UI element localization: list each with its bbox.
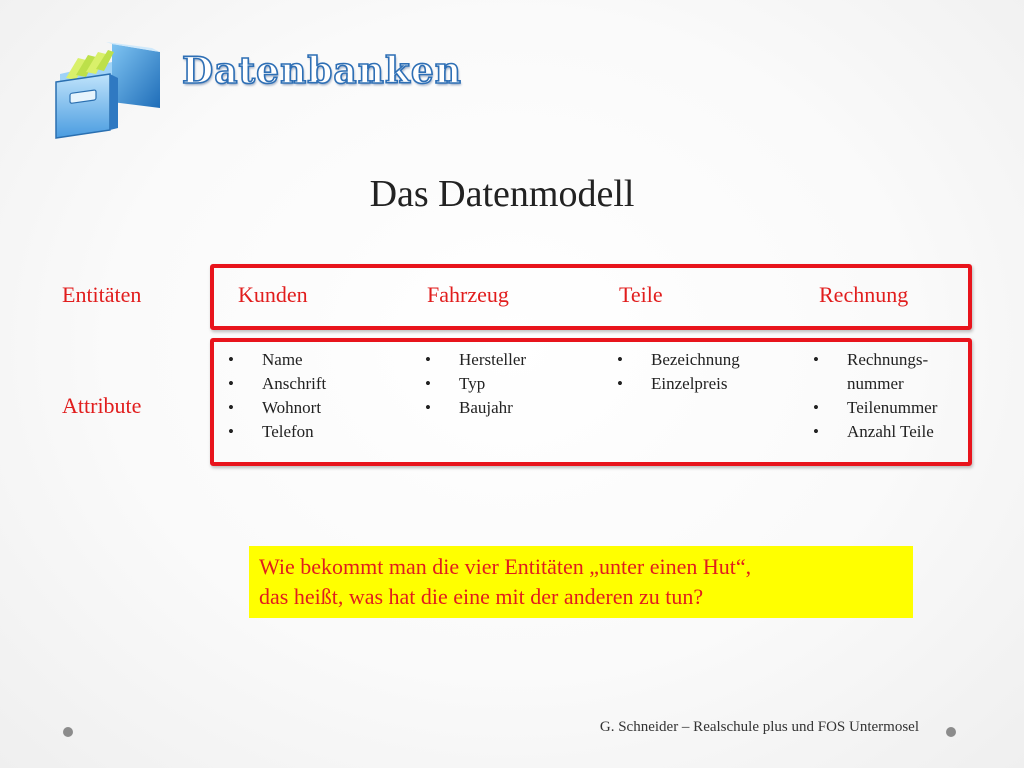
footer-dot-left [63, 727, 73, 737]
entity-rechnung: Rechnung [819, 282, 909, 307]
attribute-list-rechnung [813, 348, 937, 444]
list-item: • Baujahr [425, 396, 526, 420]
attribute-list-kunden [228, 348, 326, 444]
list-item: • Name [228, 348, 326, 372]
entity-fahrzeug: Fahrzeug [427, 282, 509, 307]
bullet: • [617, 350, 623, 369]
list-item: • Rechnungs- [813, 348, 937, 372]
bullet: • [425, 398, 431, 417]
slide-title: Das Datenmodell [369, 173, 635, 215]
bullet: • [813, 350, 819, 369]
bullet: • [425, 350, 431, 369]
bullet: • [813, 398, 819, 417]
bullet: • [425, 374, 431, 393]
attribute-list-teile [617, 348, 740, 396]
bullet: • [228, 374, 234, 393]
bullet: • [813, 422, 819, 441]
list-item: • Telefon [228, 420, 326, 444]
list-item: • Hersteller [425, 348, 526, 372]
attributes-label: Attribute [62, 393, 142, 418]
entity-teile: Teile [619, 282, 663, 307]
bullet: • [228, 422, 234, 441]
brand-title: Datenbanken [182, 50, 462, 92]
list-item: • Bezeichnung [617, 348, 740, 372]
bullet: • [228, 398, 234, 417]
question-callout [249, 546, 913, 618]
entities-label: Entitäten [62, 282, 142, 307]
question-line-2: das heißt, was hat die eine mit der anderen zu tun? [259, 584, 704, 609]
attribute-list-fahrzeug [425, 348, 526, 420]
list-item: • Teilenummer [813, 396, 937, 420]
list-item: • Einzelpreis [617, 372, 740, 396]
list-item: • Typ [425, 372, 526, 396]
entity-kunden: Kunden [238, 282, 308, 307]
list-item-continuation: nummer [847, 374, 904, 393]
bullet: • [228, 350, 234, 369]
footer-dot-right [946, 727, 956, 737]
list-item: • Wohnort [228, 396, 326, 420]
file-cabinet-drawer-icon [52, 38, 170, 142]
bullet: • [617, 374, 623, 393]
footer-text: G. Schneider – Realschule plus und FOS Untermosel [599, 719, 919, 735]
question-line-1: Wie bekommt man die vier Entitäten „unter einen Hut“, [259, 554, 752, 579]
list-item: • Anzahl Teile [813, 420, 937, 444]
list-item: • Anschrift [228, 372, 326, 396]
